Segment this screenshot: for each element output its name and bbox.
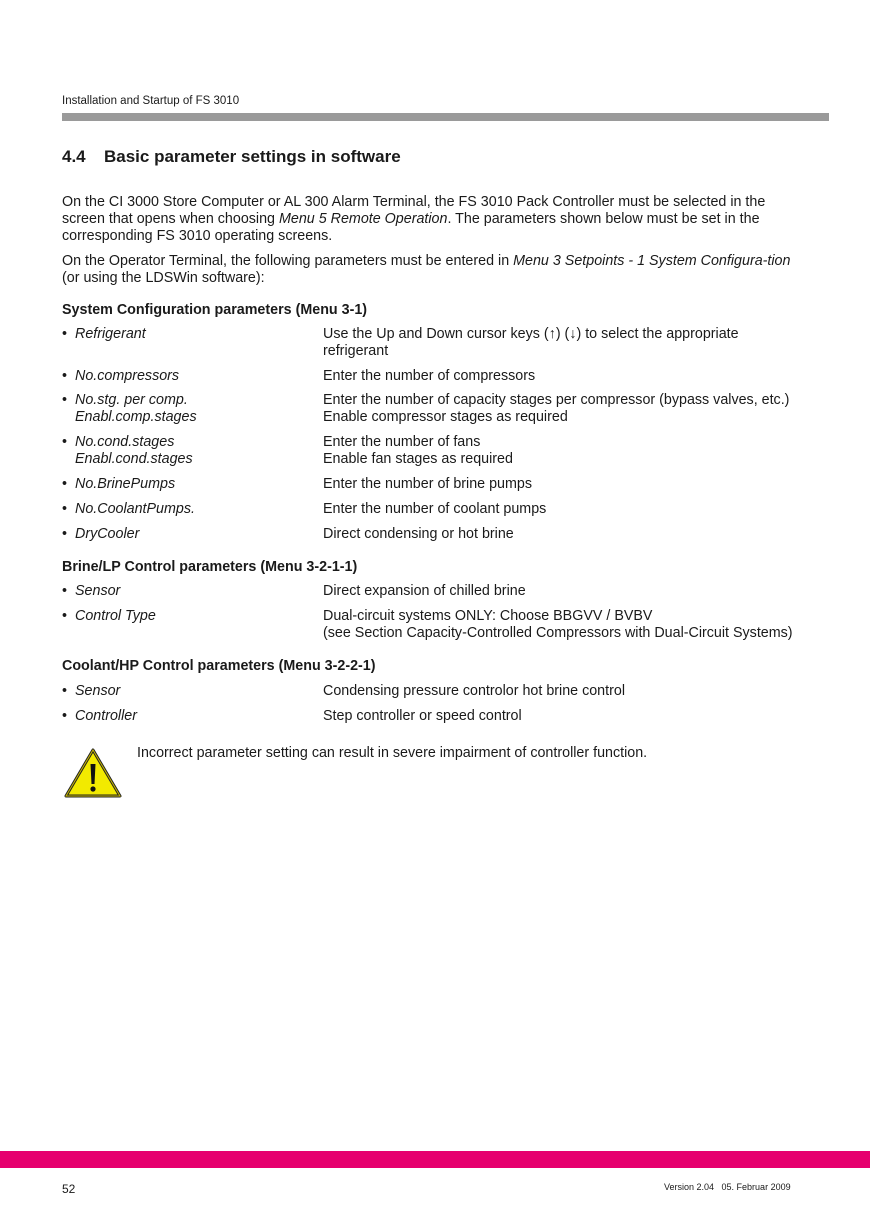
parameter-label: [62, 476, 175, 493]
parameter-label: [62, 434, 193, 468]
parameter-description: [323, 434, 513, 468]
parameter-description: [323, 608, 793, 642]
description-line: Enter the number of brine pumps: [323, 476, 533, 492]
text: (or using the LDSWin software):: [62, 270, 265, 286]
version-date: Version 2.04 05. Februar 2009: [664, 1182, 791, 1192]
menu-reference: Menu 3 Setpoints - 1 System Configura-tion: [513, 253, 791, 269]
parameter-name: No.cond.stages: [75, 434, 175, 450]
parameter-group-title: System Configuration parameters (Menu 3-1): [62, 302, 368, 318]
bullet: •: [62, 476, 68, 492]
parameter-group-title: Coolant/HP Control parameters (Menu 3-2-2-1): [62, 658, 376, 674]
menu-reference: Menu 5 Remote Operation: [278, 211, 448, 227]
running-header: Installation and Startup of FS 3010: [62, 95, 240, 107]
parameter-name: Control Type: [75, 608, 156, 624]
parameter-name: No.compressors: [75, 368, 180, 384]
description-line: Enter the number of capacity stages per compressor (bypass valves, etc.): [323, 392, 790, 408]
bullet: •: [62, 392, 68, 408]
parameter-name-secondary: Enabl.cond.stages: [75, 451, 193, 467]
parameter-label: [62, 368, 179, 385]
parameter-description: [323, 392, 789, 426]
parameter-name: No.stg. per comp.: [75, 392, 188, 408]
parameter-label: [62, 526, 139, 543]
text: On the Operator Terminal, the following parameters must be entered in: [62, 253, 514, 269]
parameter-name: Sensor: [75, 583, 121, 599]
description-line-2: Enable compressor stages as required: [323, 409, 568, 425]
parameter-description: [323, 683, 625, 700]
heading-title: Basic parameter settings in software: [104, 147, 401, 166]
parameter-name: Refrigerant: [75, 326, 146, 342]
bullet: •: [62, 368, 68, 384]
header-rule: [62, 113, 829, 121]
parameter-label: [62, 683, 120, 700]
parameter-description: [323, 708, 522, 725]
warning-triangle-icon: [64, 748, 122, 798]
parameter-description: [323, 326, 739, 360]
description-line: Direct expansion of chilled brine: [323, 583, 526, 599]
parameter-description: [323, 476, 532, 493]
parameter-label: [62, 708, 137, 725]
footer-bar: [0, 1151, 870, 1168]
text: . The parameters shown below must be set in the corresponding FS 3010 operating screens.: [62, 211, 760, 244]
parameter-description: [323, 501, 546, 518]
description-line: Enter the number of compressors: [323, 368, 536, 384]
description-line: Condensing pressure controlor hot brine control: [323, 683, 625, 699]
parameter-name-secondary: Enabl.comp.stages: [75, 409, 197, 425]
parameter-name: DryCooler: [75, 526, 140, 542]
description-line: Enter the number of fans: [323, 434, 481, 450]
intro-paragraph-1: [62, 194, 802, 245]
bullet: •: [62, 608, 68, 624]
bullet: •: [62, 326, 68, 342]
description-line-2: Enable fan stages as required: [323, 451, 513, 467]
warning-text: Incorrect parameter setting can result in severe impairment of controller function.: [137, 745, 648, 761]
parameter-name: No.BrinePumps: [75, 476, 176, 492]
description-line: Step controller or speed control: [323, 708, 522, 724]
description-line: Use the Up and Down cursor keys (↑) (↓) to select the appropriate: [323, 326, 739, 342]
section-heading: [62, 147, 401, 167]
description-line-2: refrigerant: [323, 343, 389, 359]
parameter-description: [323, 583, 526, 600]
parameter-name: Sensor: [75, 683, 121, 699]
bullet: •: [62, 526, 68, 542]
text: On the CI 3000 Store Computer or AL 300 Alarm Terminal, the FS 3010 Pack Controller must be selected in the screen that opens when choosing: [62, 194, 766, 227]
page-number: 52: [62, 1182, 76, 1196]
bullet: •: [62, 501, 68, 517]
description-line: Dual-circuit systems ONLY: Choose BBGVV / BVBV: [323, 608, 653, 624]
bullet: •: [62, 583, 68, 599]
parameter-label: [62, 392, 197, 426]
bullet: •: [62, 683, 68, 699]
parameter-label: [62, 326, 146, 343]
parameter-label: [62, 501, 195, 518]
parameter-label: [62, 608, 156, 625]
description-line: Enter the number of coolant pumps: [323, 501, 547, 517]
description-line-2: (see Section Capacity-Controlled Compressors with Dual-Circuit Systems): [323, 625, 793, 641]
parameter-name: Controller: [75, 708, 137, 724]
description-line: Direct condensing or hot brine: [323, 526, 514, 542]
bullet: •: [62, 434, 68, 450]
parameter-label: [62, 583, 120, 600]
heading-number: 4.4: [62, 147, 86, 166]
parameter-name: No.CoolantPumps.: [75, 501, 195, 517]
parameter-description: [323, 526, 514, 543]
intro-paragraph-2: [62, 253, 802, 287]
parameter-group-title: Brine/LP Control parameters (Menu 3-2-1-1): [62, 559, 358, 575]
bullet: •: [62, 708, 68, 724]
parameter-description: [323, 368, 535, 385]
